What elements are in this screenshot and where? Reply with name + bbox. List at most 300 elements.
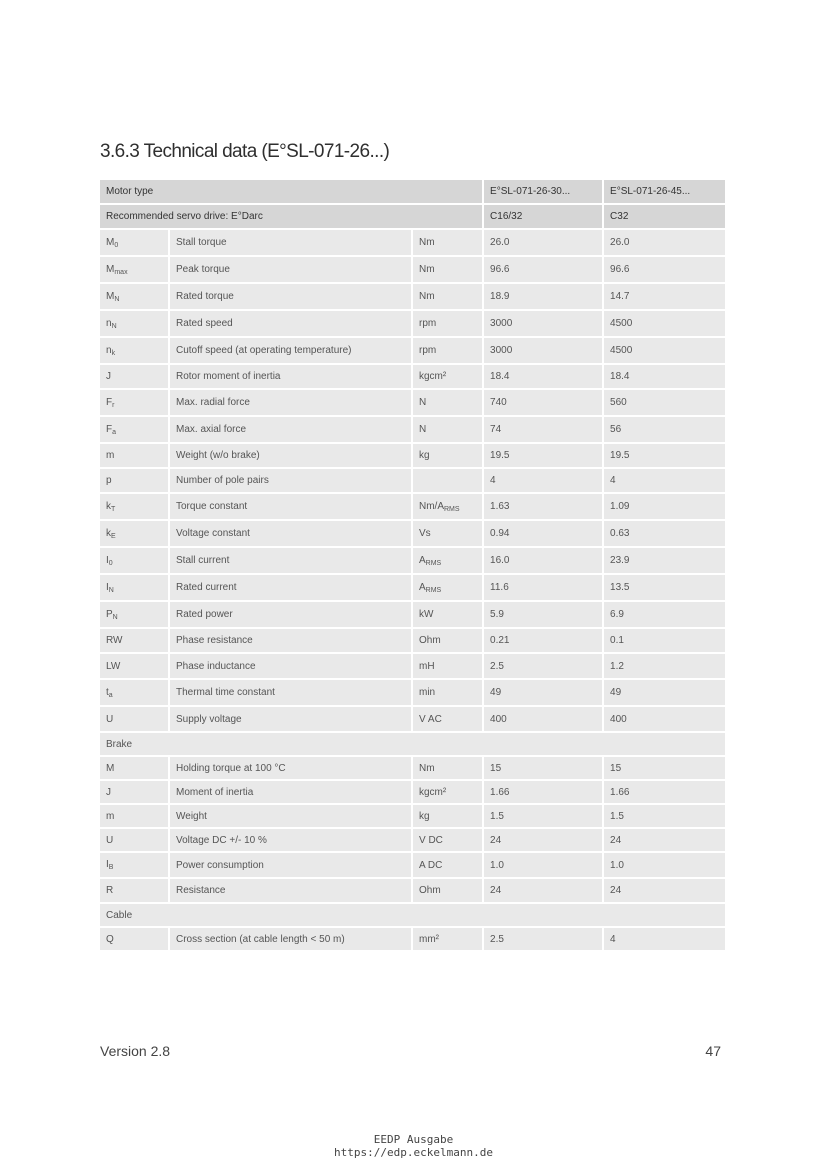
table-row [100,311,725,338]
value-variant-2 [604,781,725,805]
param-unit [413,707,484,733]
param-description [170,879,413,904]
value-variant-1 [484,444,604,469]
param-symbol [100,829,170,853]
param-symbol-text: M [106,762,115,774]
param-symbol [100,311,170,338]
param-description-text: Phase resistance [176,635,253,646]
param-symbol [100,781,170,805]
param-unit [413,390,484,417]
value-variant-2-text: 1.5 [610,810,624,822]
param-unit [413,629,484,654]
param-description [170,365,413,390]
value-variant-1 [484,521,604,548]
param-unit-text: Ohm [419,635,441,646]
param-description-text: Max. radial force [176,397,250,408]
table-row [100,879,725,904]
value-variant-2 [604,417,725,444]
param-unit-text: Nm/A [419,500,444,512]
param-unit [413,417,484,444]
servo-drive-1: C16/32 [484,205,604,230]
param-symbol-text: I [106,581,109,593]
param-description-text: Max. axial force [176,424,247,435]
param-symbol [100,707,170,733]
value-variant-2 [604,853,725,879]
value-variant-2-text: 18.4 [610,371,630,382]
table-row [100,338,725,365]
value-variant-1 [484,338,604,365]
value-variant-1-text: 16.0 [490,555,510,566]
param-unit [413,879,484,904]
table-row [100,829,725,853]
technical-data-table [100,180,725,952]
param-unit [413,548,484,575]
param-unit-text: kg [419,810,430,822]
value-variant-1 [484,781,604,805]
value-variant-2 [604,707,725,733]
param-symbol [100,629,170,654]
param-description [170,284,413,311]
param-symbol [100,853,170,879]
param-description-text: Holding torque at 100 °C [176,762,286,774]
param-symbol [100,548,170,575]
param-unit-text: rpm [419,345,437,356]
value-variant-2-text: 1.66 [610,786,630,798]
param-unit-text: A DC [419,859,443,871]
param-description [170,257,413,284]
value-variant-1-text: 18.9 [490,291,510,302]
param-symbol [100,805,170,829]
value-variant-2 [604,284,725,311]
value-variant-1-text: 96.6 [490,264,510,275]
value-variant-2 [604,311,725,338]
param-description-text: Resistance [176,885,226,896]
value-variant-2 [604,494,725,521]
value-variant-1-text: 11.6 [490,582,509,593]
param-unit [413,521,484,548]
param-symbol [100,879,170,904]
value-variant-2-text: 0.1 [610,635,624,646]
value-variant-2-text: 23.9 [610,555,630,566]
table-row [100,444,725,469]
param-symbol [100,365,170,390]
value-variant-2 [604,928,725,952]
param-unit [413,928,484,952]
param-description [170,390,413,417]
param-symbol [100,444,170,469]
value-variant-1-text: 15 [490,762,502,774]
param-unit-text: rpm [419,318,437,329]
value-variant-2 [604,879,725,904]
value-variant-2-text: 24 [610,834,622,846]
param-description [170,680,413,707]
param-symbol [100,757,170,781]
param-description-text: Number of pole pairs [176,475,269,486]
param-description [170,602,413,629]
value-variant-2-text: 560 [610,397,627,408]
param-symbol-subscript: N [111,322,117,330]
param-description-text: Cross section (at cable length < 50 m) [176,933,345,945]
section-cable [100,904,725,928]
param-unit [413,311,484,338]
value-variant-1-text: 1.0 [490,859,504,871]
value-variant-1 [484,805,604,829]
value-variant-1 [484,829,604,853]
param-symbol-text: J [106,786,111,798]
param-symbol-subscript: B [108,864,114,871]
param-unit [413,230,484,257]
param-description [170,417,413,444]
value-variant-1-text: 18.4 [490,371,510,382]
header-row-motor-type [100,180,725,205]
param-unit-text: Nm [419,264,435,275]
value-variant-1-text: 2.5 [490,933,504,945]
value-variant-2 [604,257,725,284]
param-symbol-text: U [106,713,114,725]
value-variant-2-text: 96.6 [610,264,630,275]
value-variant-2-text: 4500 [610,318,633,329]
value-variant-1-text: 1.66 [490,786,510,798]
param-symbol-subscript: E [111,532,116,540]
param-unit-text: V DC [419,834,443,846]
table-row [100,757,725,781]
param-unit [413,654,484,680]
param-unit-text: Nm [419,762,435,774]
value-variant-1-text: 400 [490,713,507,725]
table-row [100,654,725,680]
value-variant-1 [484,230,604,257]
value-variant-1-text: 24 [490,834,502,846]
param-description-text: Voltage constant [176,528,250,539]
param-unit-text: Nm [419,237,435,248]
param-unit-text: Ohm [419,885,441,896]
param-description [170,469,413,494]
value-variant-2 [604,444,725,469]
param-unit-subscript: RMS [444,505,460,513]
value-variant-1-text: 4 [490,475,496,486]
value-variant-1 [484,284,604,311]
param-symbol-subscript: 0 [108,559,113,567]
param-description [170,707,413,733]
param-description-text: Rated power [176,609,233,620]
value-variant-2-text: 56 [610,424,622,435]
value-variant-1 [484,680,604,707]
param-symbol-text: J [106,371,111,382]
value-variant-2 [604,575,725,602]
param-unit-text: V AC [419,713,442,725]
table-row [100,284,725,311]
param-symbol [100,680,170,707]
param-description [170,757,413,781]
param-symbol-subscript: N [112,613,118,621]
section-cable-label: Cable [100,904,725,928]
param-symbol-text: k [106,500,111,512]
value-variant-2 [604,629,725,654]
value-variant-2 [604,230,725,257]
table-row [100,707,725,733]
param-unit [413,444,484,469]
param-symbol-text: P [106,608,113,620]
value-variant-1-text: 74 [490,424,502,435]
table-row [100,548,725,575]
param-description [170,781,413,805]
table-row [100,494,725,521]
value-variant-1-text: 5.9 [490,609,504,620]
value-variant-1-text: 1.5 [490,810,504,822]
value-variant-2-text: 4 [610,933,616,945]
value-variant-2-text: 1.09 [610,501,630,512]
param-description-text: Weight [176,810,207,822]
param-symbol-subscript: N [114,295,120,303]
value-variant-2 [604,680,725,707]
param-symbol-text: I [106,554,109,566]
value-variant-2 [604,521,725,548]
param-description [170,338,413,365]
value-variant-1-text: 0.21 [490,635,510,646]
servo-drive-2: C32 [604,205,725,230]
param-description-text: Rated current [176,582,237,593]
param-description-text: Voltage DC +/- 10 % [176,834,267,846]
param-symbol-subscript: 0 [114,241,119,249]
table-row [100,257,725,284]
param-description-text: Torque constant [176,501,248,512]
param-description [170,548,413,575]
servo-drive-label: Recommended servo drive: E°Darc [100,205,484,230]
param-description-text: Stall torque [176,237,227,248]
param-description [170,311,413,338]
value-variant-2-text: 14.7 [610,291,630,302]
table-row [100,602,725,629]
document-version: Version 2.8 [100,1043,171,1059]
value-variant-1-text: 0.94 [490,528,510,539]
param-symbol-subscript: max [114,268,128,276]
value-variant-2-text: 1.0 [610,859,624,871]
stamp-line-1: EEDP Ausgabe [373,1133,454,1146]
value-variant-1 [484,494,604,521]
value-variant-1 [484,575,604,602]
param-description-text: Stall current [176,555,230,566]
table-row [100,629,725,654]
param-symbol [100,928,170,952]
param-unit-text: kgcm² [419,371,447,382]
value-variant-1 [484,629,604,654]
param-unit-text: N [419,424,427,435]
stamp-line-2: https://edp.eckelmann.de [334,1146,493,1159]
value-variant-1-text: 26.0 [490,237,510,248]
param-symbol-subscript: a [112,428,117,436]
param-unit-subscript: RMS [425,559,442,567]
param-symbol-text: Q [106,933,114,945]
param-description-text: Cutoff speed (at operating temperature) [176,345,352,356]
table-body [100,180,725,952]
param-description-text: Peak torque [176,264,230,275]
value-variant-1 [484,879,604,904]
param-symbol-subscript: r [112,401,115,409]
param-symbol [100,284,170,311]
param-symbol-subscript: a [108,691,113,699]
param-description [170,928,413,952]
value-variant-1-text: 1.63 [490,501,510,512]
param-unit [413,853,484,879]
param-description [170,805,413,829]
param-description [170,230,413,257]
value-variant-1 [484,853,604,879]
value-variant-1-text: 3000 [490,318,513,329]
param-symbol-subscript: T [111,505,116,513]
value-variant-1-text: 49 [490,687,502,698]
param-description [170,853,413,879]
page-title: 3.6.3 Technical data (E°SL-071-26...) [100,141,390,162]
value-variant-1 [484,257,604,284]
param-unit-text: kW [419,609,434,620]
motor-type-label: Motor type [100,180,484,205]
value-variant-2 [604,338,725,365]
table-row [100,390,725,417]
value-variant-2-text: 6.9 [610,609,624,620]
param-symbol [100,521,170,548]
param-symbol-text: t [106,686,109,698]
param-unit [413,829,484,853]
value-variant-2-text: 1.2 [610,660,624,672]
value-variant-2-text: 4500 [610,345,633,356]
param-description [170,654,413,680]
value-variant-1 [484,311,604,338]
value-variant-1 [484,654,604,680]
param-unit [413,757,484,781]
param-symbol [100,257,170,284]
table-row [100,365,725,390]
param-symbol-text: M [106,236,115,248]
param-unit [413,494,484,521]
value-variant-2-text: 0.63 [610,528,630,539]
param-symbol [100,390,170,417]
value-variant-2 [604,548,725,575]
param-symbol-text: m [106,810,115,822]
param-symbol [100,575,170,602]
value-variant-2-text: 24 [610,885,622,896]
param-symbol-text: U [106,834,114,846]
table-row [100,521,725,548]
value-variant-1 [484,707,604,733]
param-description-text: Weight (w/o brake) [176,450,260,461]
param-unit [413,284,484,311]
table-row [100,781,725,805]
param-symbol [100,494,170,521]
page-number: 47 [705,1043,721,1059]
table-row [100,680,725,707]
value-variant-1-text: 2.5 [490,660,504,672]
param-unit [413,781,484,805]
param-description-text: Thermal time constant [176,687,275,698]
param-description-text: Rotor moment of inertia [176,371,281,382]
param-symbol-text: n [106,317,112,329]
value-variant-2 [604,390,725,417]
param-unit [413,602,484,629]
value-variant-2-text: 19.5 [610,450,630,461]
param-description [170,629,413,654]
param-unit [413,365,484,390]
value-variant-1 [484,365,604,390]
param-description-text: Power consumption [176,859,264,871]
param-symbol [100,230,170,257]
value-variant-2 [604,602,725,629]
value-variant-1-text: 740 [490,397,507,408]
param-description [170,521,413,548]
param-unit-text: A [419,581,426,593]
value-variant-2 [604,654,725,680]
value-variant-2 [604,469,725,494]
value-variant-2-text: 49 [610,687,622,698]
value-variant-2-text: 26.0 [610,237,630,248]
value-variant-1 [484,602,604,629]
table-row [100,928,725,952]
section-brake-label: Brake [100,733,725,757]
param-symbol-text: p [106,475,112,486]
value-variant-1-text: 24 [490,885,502,896]
motor-variant-1: E°SL-071-26-30... [484,180,604,205]
param-symbol-text: m [106,450,115,461]
table-row [100,853,725,879]
param-symbol-subscript: N [108,586,114,594]
param-unit [413,469,484,494]
param-unit-text: A [419,554,426,566]
param-unit-text: min [419,687,436,698]
motor-variant-2: E°SL-071-26-45... [604,180,725,205]
param-symbol [100,338,170,365]
param-unit-text: N [419,397,427,408]
param-description-text: Rated speed [176,318,233,329]
param-unit-text: kg [419,450,430,461]
param-symbol [100,417,170,444]
param-symbol [100,602,170,629]
value-variant-1 [484,548,604,575]
table-row [100,805,725,829]
value-variant-2 [604,805,725,829]
param-description-text: Phase inductance [176,660,256,672]
table-row [100,417,725,444]
param-symbol [100,469,170,494]
param-unit-text: Nm [419,291,435,302]
param-unit-text: kgcm² [419,786,447,798]
table-row [100,230,725,257]
value-variant-2-text: 13.5 [610,582,630,593]
param-description-text: Rated torque [176,291,234,302]
param-symbol-subscript: k [111,349,116,357]
param-description [170,829,413,853]
value-variant-2-text: 4 [610,475,616,486]
value-variant-1 [484,469,604,494]
param-description [170,494,413,521]
param-description [170,444,413,469]
table-row [100,469,725,494]
param-symbol-text: M [106,263,115,275]
value-variant-2 [604,757,725,781]
param-unit [413,575,484,602]
param-unit [413,257,484,284]
value-variant-1 [484,417,604,444]
value-variant-2-text: 15 [610,762,622,774]
param-unit [413,805,484,829]
param-symbol-text: M [106,290,115,302]
param-symbol-text: R [106,885,114,896]
param-unit [413,338,484,365]
param-symbol-text: I [106,859,109,870]
value-variant-2-text: 400 [610,713,627,725]
param-description [170,575,413,602]
param-symbol-text: k [106,527,111,539]
param-unit-subscript: RMS [425,586,442,594]
param-unit-text: mH [419,660,435,672]
